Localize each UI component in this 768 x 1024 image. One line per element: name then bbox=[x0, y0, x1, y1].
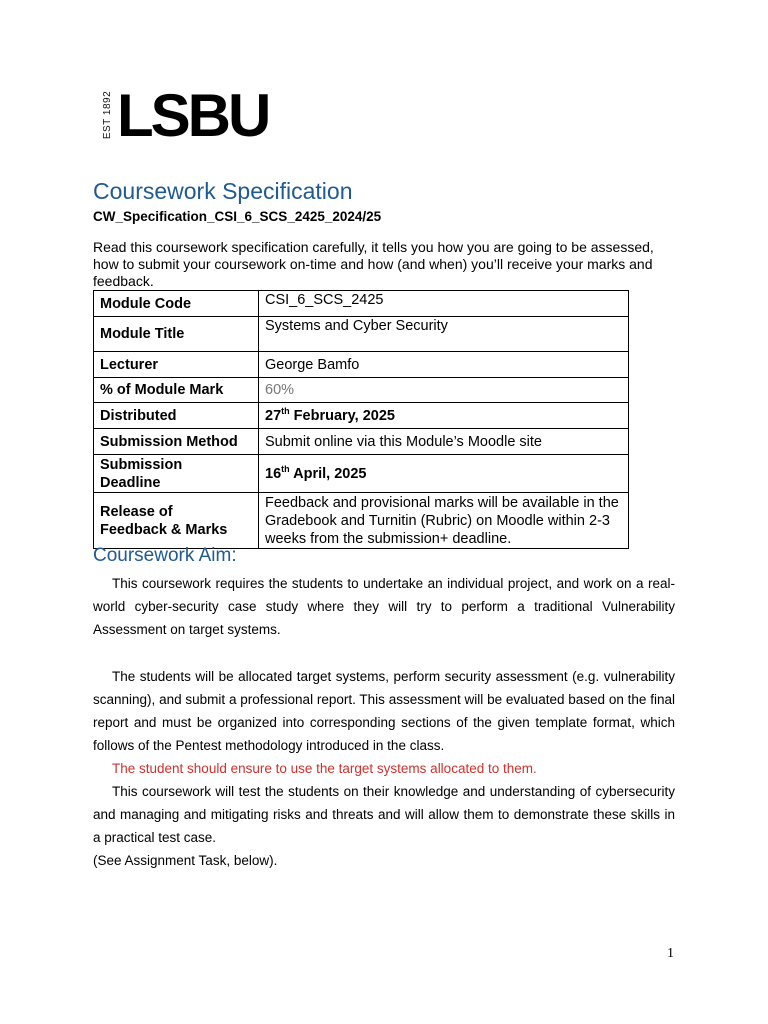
row-label: Submission Method bbox=[94, 429, 259, 455]
row-label: Lecturer bbox=[94, 352, 259, 378]
row-label bbox=[94, 455, 259, 493]
logo-wordmark: LSBU bbox=[117, 82, 269, 149]
paragraph: This coursework requires the students to undertake an individual project, and work on a real-world cyber-security case study where they will try to perform a traditional Vulnerability Assessment on target systems. bbox=[93, 576, 675, 637]
row-label: Distributed bbox=[94, 403, 259, 429]
row-label: Module Code bbox=[94, 291, 259, 317]
label-line: Deadline bbox=[100, 474, 161, 491]
date-rest: April, 2025 bbox=[289, 465, 367, 482]
row-value: CSI_6_SCS_2425 bbox=[259, 291, 629, 317]
spec-id: CW_Specification_CSI_6_SCS_2425_2024/25 bbox=[93, 209, 382, 224]
row-value: 60% bbox=[259, 378, 629, 403]
section-heading: Coursework Aim: bbox=[93, 545, 237, 566]
paragraph: (See Assignment Task, below). bbox=[93, 853, 278, 868]
row-value: Systems and Cyber Security bbox=[259, 317, 629, 352]
table-row bbox=[94, 493, 629, 549]
row-value bbox=[259, 403, 629, 429]
label-line: Release of bbox=[100, 503, 173, 520]
page-title: Coursework Specification bbox=[93, 178, 353, 204]
table-row bbox=[94, 429, 629, 455]
row-label bbox=[94, 493, 259, 549]
table-row bbox=[94, 403, 629, 429]
label-line: Feedback & Marks bbox=[100, 521, 228, 538]
date-rest: February, 2025 bbox=[289, 407, 395, 424]
row-value bbox=[259, 455, 629, 493]
paragraph: This coursework will test the students on their knowledge and understanding of cybersecurity and managing and mitigating risks and threats and will allow them to demonstrate these skills in a practical test case. bbox=[93, 784, 675, 845]
intro-paragraph: Read this coursework specification carefully, it tells you how you are going to be assessed, how to submit your coursework on-time and how (and when) you’ll receive your marks and feedback. bbox=[93, 239, 654, 289]
date-suffix: th bbox=[281, 405, 290, 416]
date-day: 16 bbox=[265, 465, 282, 482]
table-row bbox=[94, 352, 629, 378]
row-label: % of Module Mark bbox=[94, 378, 259, 403]
table-row bbox=[94, 317, 629, 352]
table-row bbox=[94, 291, 629, 317]
row-label: Module Title bbox=[94, 317, 259, 352]
label-line: Submission bbox=[100, 456, 183, 473]
warning-paragraph: The student should ensure to use the target systems allocated to them. bbox=[112, 761, 537, 776]
module-info-table bbox=[93, 290, 629, 549]
table-row bbox=[94, 455, 629, 493]
table-row bbox=[94, 378, 629, 403]
logo-est-text: EST 1892 bbox=[102, 90, 113, 140]
row-value: Feedback and provisional marks will be available in the Gradebook and Turnitin (Rubric) on Moodle within 2-3 weeks from the submission+ deadline. bbox=[259, 493, 629, 549]
paragraph: The students will be allocated target systems, perform security assessment (e.g. vulnerability scanning), and submit a professional report. This assessment will be evaluated based on the final report and must be organized into corresponding sections of the given template format, which follows of the Pentest methodology introduced in the class. bbox=[93, 669, 675, 753]
page-number: 1 bbox=[667, 946, 674, 961]
row-value: Submit online via this Module’s Moodle site bbox=[259, 429, 629, 455]
row-value: George Bamfo bbox=[259, 352, 629, 378]
aim-section bbox=[93, 572, 675, 872]
date-suffix: th bbox=[281, 463, 290, 474]
date-day: 27 bbox=[265, 407, 282, 424]
